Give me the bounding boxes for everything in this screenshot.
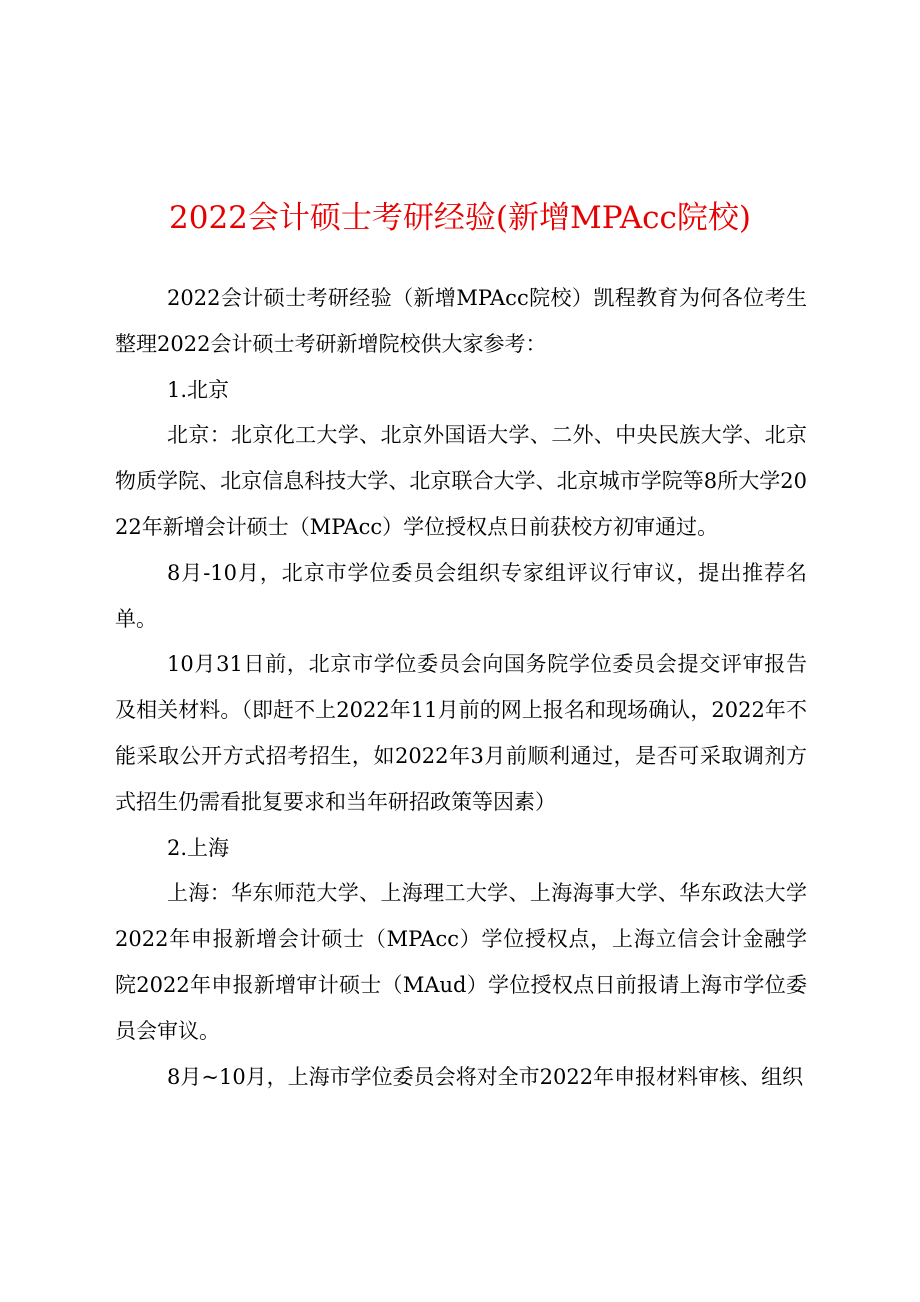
beijing-review-paragraph: 8月-10月，北京市学位委员会组织专家组评议行审议，提出推荐名单。 [115, 560, 807, 631]
section-heading-shanghai: 2.上海 [167, 835, 230, 860]
shanghai-review-paragraph: 8月~10月，上海市学位委员会将对全市2022年申报材料审核、组织 [167, 1064, 804, 1089]
beijing-schools-paragraph: 北京：北京化工大学、北京外国语大学、二外、中央民族大学、北京物质学院、北京信息科技大学、北京联合大学、北京城市学院等8所大学2022年新增会计硕士（MPAcc）学位授权点日前获校方初审通过。 [115, 423, 807, 539]
document-body [115, 276, 807, 1100]
intro-paragraph: 2022会计硕士考研经验（新增MPAcc院校）凯程教育为何各位考生整理2022会计硕士考研新增院校供大家参考： [115, 286, 807, 356]
document-title: 2022会计硕士考研经验(新增MPAcc院校) [169, 200, 751, 236]
shanghai-schools-paragraph: 上海：华东师范大学、上海理工大学、上海海事大学、华东政法大学2022年申报新增会计硕士（MPAcc）学位授权点，上海立信会计金融学院2022年申报新增审计硕士（MAud）学位授权点日前报请上海市学位委员会审议。 [115, 881, 807, 1043]
section-heading-beijing: 1.北京 [167, 377, 230, 402]
beijing-submission-paragraph: 10月31日前，北京市学位委员会向国务院学位委员会提交评审报告及相关材料。（即赶不上2022年11月前的网上报名和现场确认，2022年不能采取公开方式招考招生，如2022年3月前顺利通过，是否可采取调剂方式招生仍需看批复要求和当年研招政策等因素） [115, 652, 807, 814]
